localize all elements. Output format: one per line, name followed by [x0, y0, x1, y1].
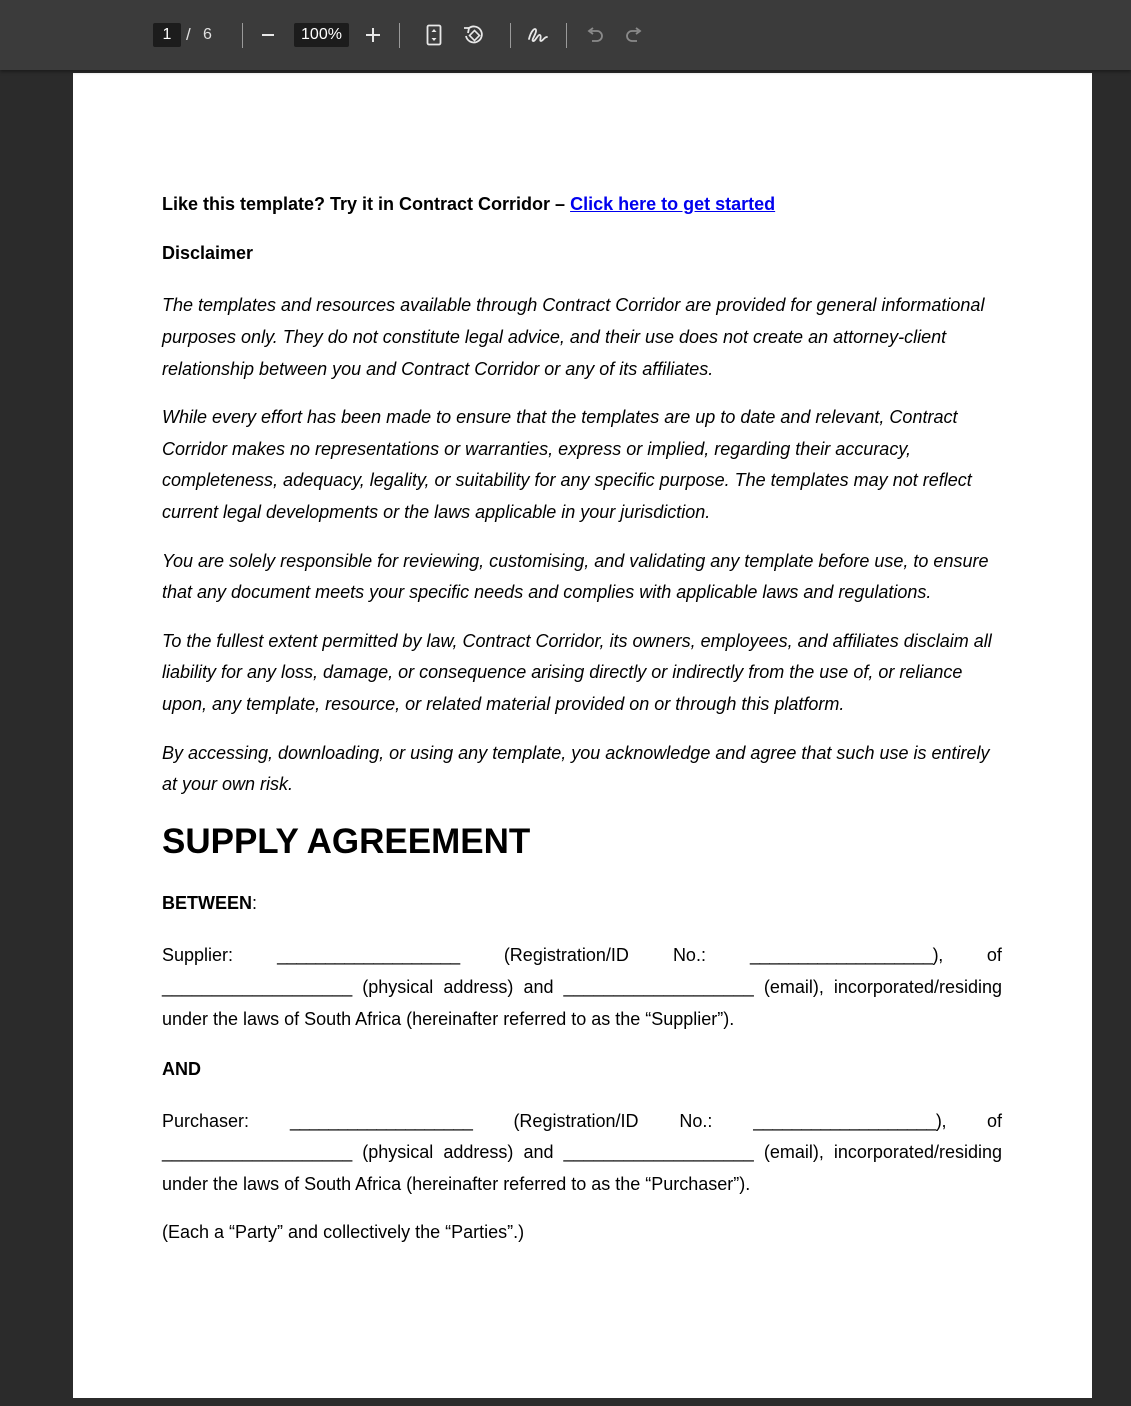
supplier-clause	[162, 940, 1002, 1035]
supplier-line-1	[162, 940, 1002, 972]
disclaimer-paragraph: By accessing, downloading, or using any template, you acknowledge and agree that such use is entirely at your own risk.	[162, 742, 990, 795]
disclaimer-paragraph: You are solely responsible for reviewing, customising, and validating any template before use, to ensure that any document meets your specific needs and complies with applicable laws and regulations.	[162, 550, 989, 603]
agreement-title: SUPPLY AGREEMENT	[162, 822, 531, 862]
zoom-level-input[interactable]: 100%	[294, 23, 349, 47]
rotate-icon	[462, 23, 486, 47]
toolbar-divider	[242, 23, 243, 48]
pdf-page	[73, 73, 1092, 1398]
supplier-of: of	[986, 945, 1002, 966]
parties-note: (Each a “Party” and collectively the “Parties”.)	[162, 1222, 525, 1243]
redo-button[interactable]	[621, 22, 647, 48]
page-number-input[interactable]: 1	[153, 23, 181, 47]
supplier-line-3: under the laws of South Africa (hereinafter referred to as the “Supplier”).	[162, 1008, 735, 1029]
supplier-label: Supplier:	[162, 945, 234, 966]
rotate-button[interactable]	[461, 22, 487, 48]
purchaser-line-3: under the laws of South Africa (hereinafter referred to as the “Purchaser”).	[162, 1174, 751, 1195]
and-heading: AND	[162, 1058, 201, 1079]
toolbar-divider	[510, 23, 511, 48]
page-content	[162, 193, 1002, 1266]
zoom-in-icon	[365, 27, 381, 43]
purchaser-line-1	[162, 1106, 1002, 1138]
supplier-reg-label: (Registration/ID	[503, 945, 629, 966]
purchaser-label: Purchaser:	[162, 1110, 250, 1131]
between-heading	[162, 892, 1002, 914]
purchaser-line-2: ___________________ (physical address) and ___________________ (email), incorporated/residing	[162, 1142, 1002, 1163]
redo-icon	[625, 27, 643, 43]
zoom-out-icon	[261, 28, 275, 42]
supplier-reg-blank: ___________________),	[750, 945, 943, 966]
purchaser-no-label: No.:	[679, 1110, 713, 1131]
supplier-line-2: ___________________ (physical address) and ___________________ (email), incorporated/residing	[162, 976, 1002, 997]
get-started-link[interactable]: Click here to get started	[570, 194, 776, 214]
between-colon: :	[252, 893, 258, 914]
disclaimer-paragraph: While every effort has been made to ensure that the templates are up to date and relevant, Contract Corridor makes no representations or warranties, express or implied, regarding their accuracy, completeness, adequacy, legality, or suitability for any specific purpose. The templates may not reflect current legal developments or the laws applicable in your jurisdiction.	[162, 406, 972, 523]
toolbar-divider	[399, 23, 400, 48]
disclaimer-paragraph: The templates and resources available through Contract Corridor are provided for general informational purposes only. They do not constitute legal advice, and their use does not create an attorney-client relationship between you and Contract Corridor or any of its affiliates.	[162, 295, 985, 379]
fit-page-icon	[426, 24, 442, 46]
fit-page-button[interactable]	[421, 22, 447, 48]
between-label: BETWEEN	[162, 893, 252, 914]
disclaimer-title: Disclaimer	[162, 243, 254, 263]
draw-button[interactable]	[525, 22, 551, 48]
disclaimer-paragraph: To the fullest extent permitted by law, Contract Corridor, its owners, employees, and affiliates disclaim all liability for any loss, damage, or consequence arising directly or indirectly from the use of, or reliance upon, any template, resource, or related material provided on or through this platform.	[162, 630, 992, 715]
toolbar-divider	[566, 23, 567, 48]
supplier-name-blank: ___________________	[277, 945, 460, 966]
purchaser-of: of	[986, 1110, 1002, 1131]
zoom-in-button[interactable]	[360, 22, 386, 48]
promo-line	[162, 193, 1002, 215]
purchaser-reg-blank: ___________________),	[753, 1110, 947, 1131]
draw-icon	[527, 25, 549, 45]
supplier-no-label: No.:	[672, 945, 706, 966]
purchaser-reg-label: (Registration/ID	[513, 1110, 639, 1131]
undo-icon	[586, 27, 604, 43]
purchaser-name-blank: ___________________	[289, 1110, 473, 1131]
total-pages: 6	[203, 26, 212, 43]
page-separator: /	[186, 25, 191, 44]
pdf-toolbar	[0, 0, 1131, 70]
undo-button[interactable]	[582, 22, 608, 48]
promo-text: Like this template? Try it in Contract Corridor –	[162, 194, 571, 214]
purchaser-clause	[162, 1106, 1002, 1201]
zoom-out-button[interactable]	[255, 22, 281, 48]
